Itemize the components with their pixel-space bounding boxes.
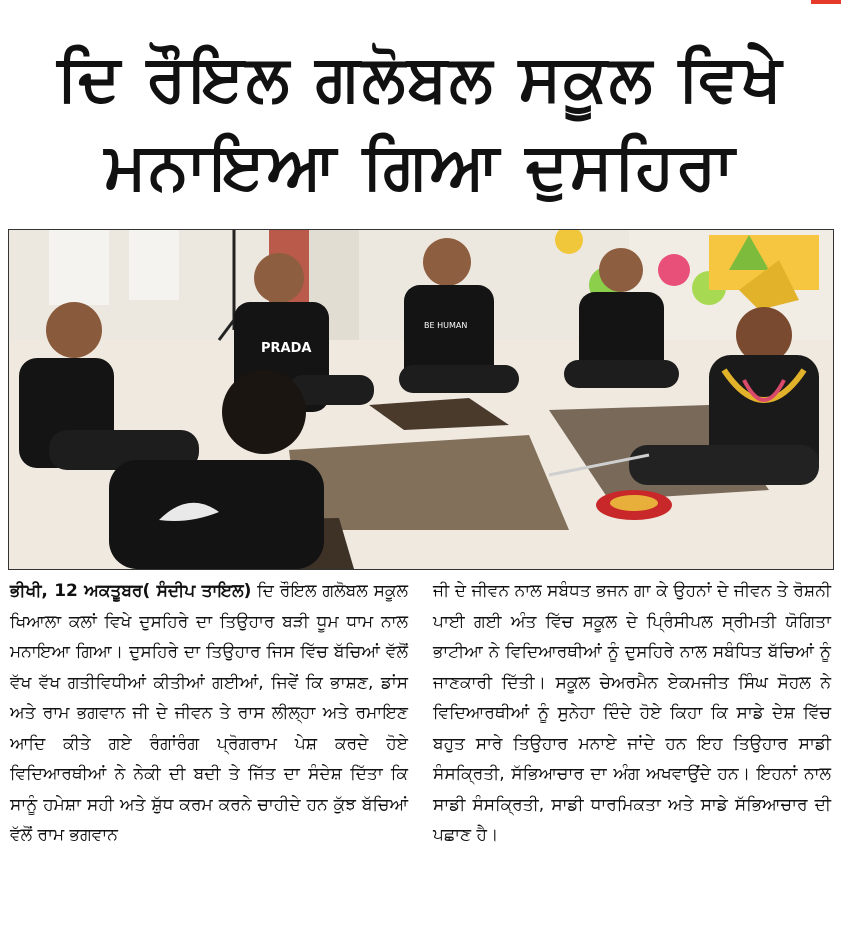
headline [10, 35, 831, 211]
headline-line-1: ਦਿ ਰੌਇਲ ਗਲੋਬਲ ਸਕੂਲ ਵਿਖੇ [57, 42, 784, 117]
shirt-text-2: BE HUMAN [424, 321, 468, 330]
headline-line-2: ਮਨਾਇਆ ਗਿਆ ਦੁਸਹਿਰਾ [104, 130, 737, 205]
article-text-right: ਜੀ ਦੇ ਜੀਵਨ ਨਾਲ ਸਬੰਧਤ ਭਜਨ ਗਾ ਕੇ ਉਹਨਾਂ ਦੇ ਜੀਵਨ ਤੇ ਰੋਸ਼ਨੀ ਪਾਈ ਗਈ ਅੰਤ ਵਿੱਚ ਸਕੂਲ ਦੇ ਪ੍ਰਿੰਸੀਪਲ ਸ੍ਰੀਮਤੀ ਯੋਗਿਤਾ ਭਾਟੀਆ ਨੇ ਵਿਦਿਆਰਥੀਆਂ ਨੂੰ ਦੁਸਹਿਰੇ ਨਾਲ ਸਬੰਧਿਤ ਬੱਚਿਆਂ ਨੂੰ ਜਾਣਕਾਰੀ ਦਿੱਤੀ। ਸਕੂਲ ਚੇਅਰਮੈਨ ਏਕਮਜੀਤ ਸਿੰਘ ਸੋਹਲ ਨੇ ਵਿਦਿਆਰਥੀਆਂ ਨੂੰ ਸੁਨੇਹਾ ਦਿੰਦੇ ਹੋਏ ਕਿਹਾ ਕਿ ਸਾਡੇ ਦੇਸ਼ ਵਿੱਚ ਬਹੁਤ ਸਾਰੇ ਤਿਉਹਾਰ ਮਨਾਏ ਜਾਂਦੇ ਹਨ ਇਹ ਤਿਉਹਾਰ ਸਾਡੀ ਸੰਸਕ੍ਰਿਤੀ, ਸੱਭਿਆਚਾਰ ਦਾ ਅੰਗ ਅਖਵਾਉਂਦੇ ਹਨ। ਇਹਨਾਂ ਨਾਲ ਸਾਡੀ ਸੰਸਕ੍ਰਿਤੀ, ਸਾਡੀ ਧਾਰਮਿਕਤਾ ਅਤੇ ਸਾਡੇ ਸੱਭਿਆਚਾਰ ਦੀ ਪਛਾਣ ਹੈ। [433, 581, 831, 845]
article-column-right [433, 576, 831, 851]
corner-accent [811, 0, 841, 4]
article-text-left: ਦਿ ਰੌਇਲ ਗਲੋਬਲ ਸਕੂਲ ਖਿਆਲਾ ਕਲਾਂ ਵਿਖੇ ਦੁਸਹਿਰੇ ਦਾ ਤਿਉਹਾਰ ਬੜੀ ਧੂਮ ਧਾਮ ਨਾਲ ਮਨਾਇਆ ਗਿਆ। ਦੁਸਹਿਰੇ ਦਾ ਤਿਉਹਾਰ ਜਿਸ ਵਿੱਚ ਬੱਚਿਆਂ ਵੱਲੋਂ ਵੱਖ ਵੱਖ ਗਤੀਵਿਧੀਆਂ ਕੀਤੀਆਂ ਗਈਆਂ, ਜਿਵੇਂ ਕਿ ਭਾਸ਼ਣ, ਡਾਂਸ ਅਤੇ ਰਾਮ ਭਗਵਾਨ ਜੀ ਦੇ ਜੀਵਨ ਤੇ ਰਾਸ ਲੀਲ੍ਹਾ ਅਤੇ ਰਮਾਇਣ ਆਦਿ ਕੀਤੇ ਗਏ ਰੰਗਾਂਰੰਗ ਪ੍ਰੋਗਰਾਮ ਪੇਸ਼ ਕਰਦੇ ਹੋਏ ਵਿਦਿਆਰਥੀਆਂ ਨੇ ਨੇਕੀ ਦੀ ਬਦੀ ਤੇ ਜਿੱਤ ਦਾ ਸੰਦੇਸ਼ ਦਿੱਤਾ ਕਿ ਸਾਨੂੰ ਹਮੇਸ਼ਾ ਸਹੀ ਅਤੇ ਸ਼ੁੱਧ ਕਰਮ ਕਰਨੇ ਚਾਹੀਦੇ ਹਨ ਕੁੱਝ ਬੱਚਿਆਂ ਵੱਲੋਂ ਰਾਮ ਭਗਵਾਨ [10, 581, 409, 845]
photo-illustration [9, 230, 833, 569]
shirt-text-prada: PRADA [261, 341, 312, 356]
news-photo [8, 229, 834, 570]
article-dateline: ਭੀਖੀ, 12 ਅਕਤੂਬਰ( ਸੰਦੀਪ ਤਾਇਲ) [10, 581, 252, 601]
article-column-left [10, 576, 408, 851]
